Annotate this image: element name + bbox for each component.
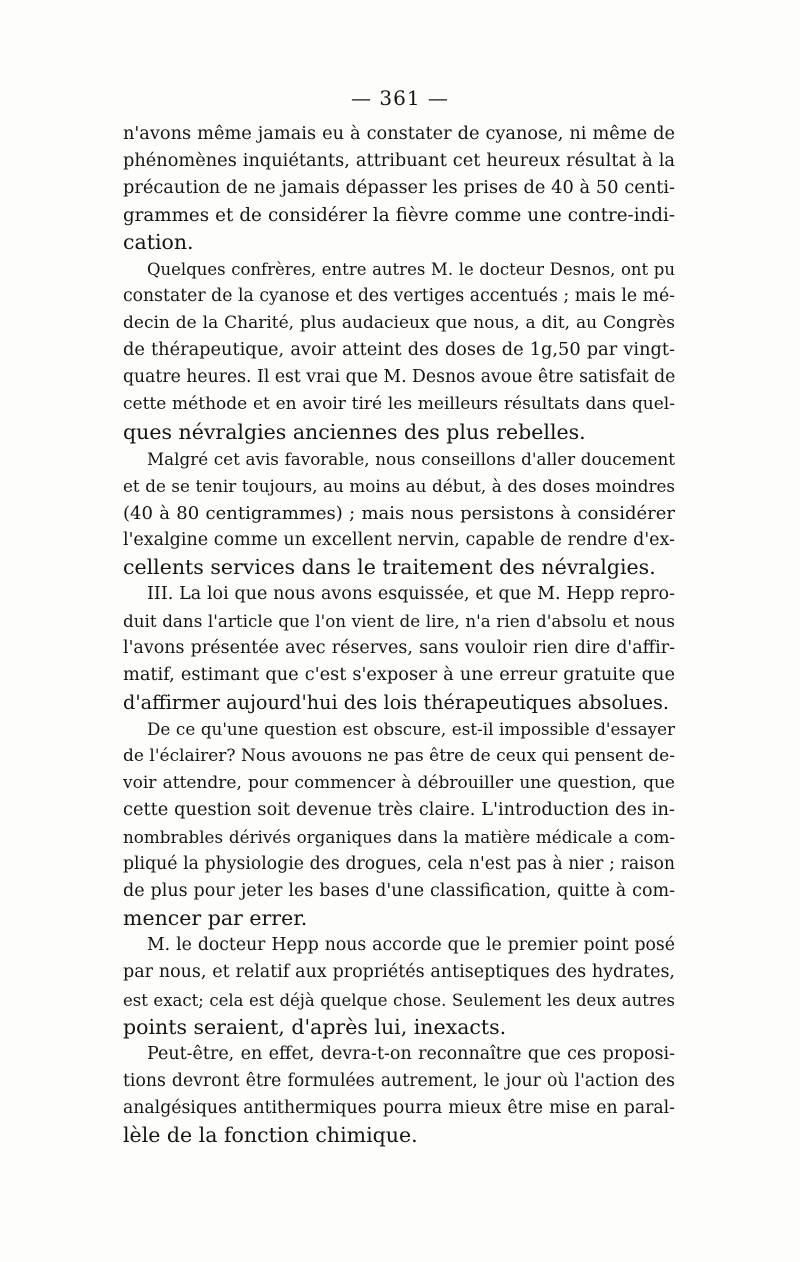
text-line: quatre heures. Il est vrai que M. Desnos avoue être satisfait de [123,367,675,388]
text-line: III. La loi que nous avons esquissée, et que M. Hepp repro- [147,583,675,604]
text-line: voir attendre, pour commencer à débrouiller une question, que [123,773,675,794]
text-line: grammes et de considérer la fièvre comme une contre-indi- [123,205,675,227]
text-line: tions devront être formulées autrement, le jour où l'action des [123,1070,675,1091]
text-line: lèle de la fonction chimique. [123,1122,418,1147]
text-line: cation. [123,230,194,255]
text-line: De ce qu'une question est obscure, est-il impossible d'essayer [147,719,675,740]
text-line: pliqué la physiologie des drogues, cela n'est pas à nier ; raison [123,854,675,875]
text-line: decin de la Charité, plus audacieux que nous, a dit, au Congrès [123,313,675,334]
text-line: précaution de ne jamais dépasser les prises de 40 à 50 centi- [123,178,675,199]
text-line: ques névralgies anciennes des plus rebelles. [123,419,586,444]
text-line: M. le docteur Hepp nous accorde que le premier point posé [147,935,675,956]
text-line: de plus pour jeter les bases d'une classification, quitte à com- [123,881,675,902]
text-line: Quelques confrères, entre autres M. le docteur Desnos, ont pu [147,260,675,280]
text-line: Peut-être, en effet, devra-t-on reconnaître que ces proposi- [147,1043,675,1064]
text-line: phénomènes inquiétants, attribuant cet heureux résultat à la [123,151,675,172]
text-line: duit dans l'article que l'on vient de lire, n'a rien d'absolu et nous [123,610,675,631]
text-line: et de se tenir toujours, au moins au début, à des doses moindres [123,475,675,496]
text-line: cellents services dans le traitement des névralgies. [123,554,656,579]
text-line: de l'éclairer? Nous avouons ne pas être de ceux qui pensent de- [123,746,675,767]
body-text [123,121,675,1149]
text-line: d'affirmer aujourd'hui des lois thérapeutiques absolues. [123,690,669,714]
text-line: analgésiques antithermiques pourra mieux être mise en paral- [123,1097,675,1118]
text-line: points seraient, d'après lui, inexacts. [123,1014,507,1039]
text-line: l'exalgine comme un excellent nervin, capable de rendre d'ex- [123,529,675,550]
page-number: — 361 — [351,86,449,110]
text-line: par nous, et relatif aux propriétés antiseptiques des hydrates, [123,962,675,983]
text-line: de thérapeutique, avoir atteint des doses de 1g,50 par vingt- [123,340,675,361]
text-line: n'avons même jamais eu à constater de cyanose, ni même de [123,124,675,144]
text-line: Malgré cet avis favorable, nous conseillons d'aller doucement [147,448,675,469]
text-line: mencer par errer. [123,906,308,931]
text-line: constater de la cyanose et des vertiges accentués ; mais le mé- [123,286,675,307]
text-line: nombrables dérivés organiques dans la matière médicale a com- [123,827,675,848]
text-line: est exact; cela est déjà quelque chose. Seulement les deux autres [123,990,675,1010]
text-line: cette méthode et en avoir tiré les meilleurs résultats dans quel- [123,394,675,415]
text-line: cette question soit devenue très claire. L'introduction des in- [123,800,675,821]
text-line: (40 à 80 centigrammes) ; mais nous persistons à considérer [123,502,675,524]
text-line: matif, estimant que c'est s'exposer à une erreur gratuite que [123,664,675,685]
text-line: l'avons présentée avec réserves, sans vouloir rien dire d'affir- [123,637,675,658]
